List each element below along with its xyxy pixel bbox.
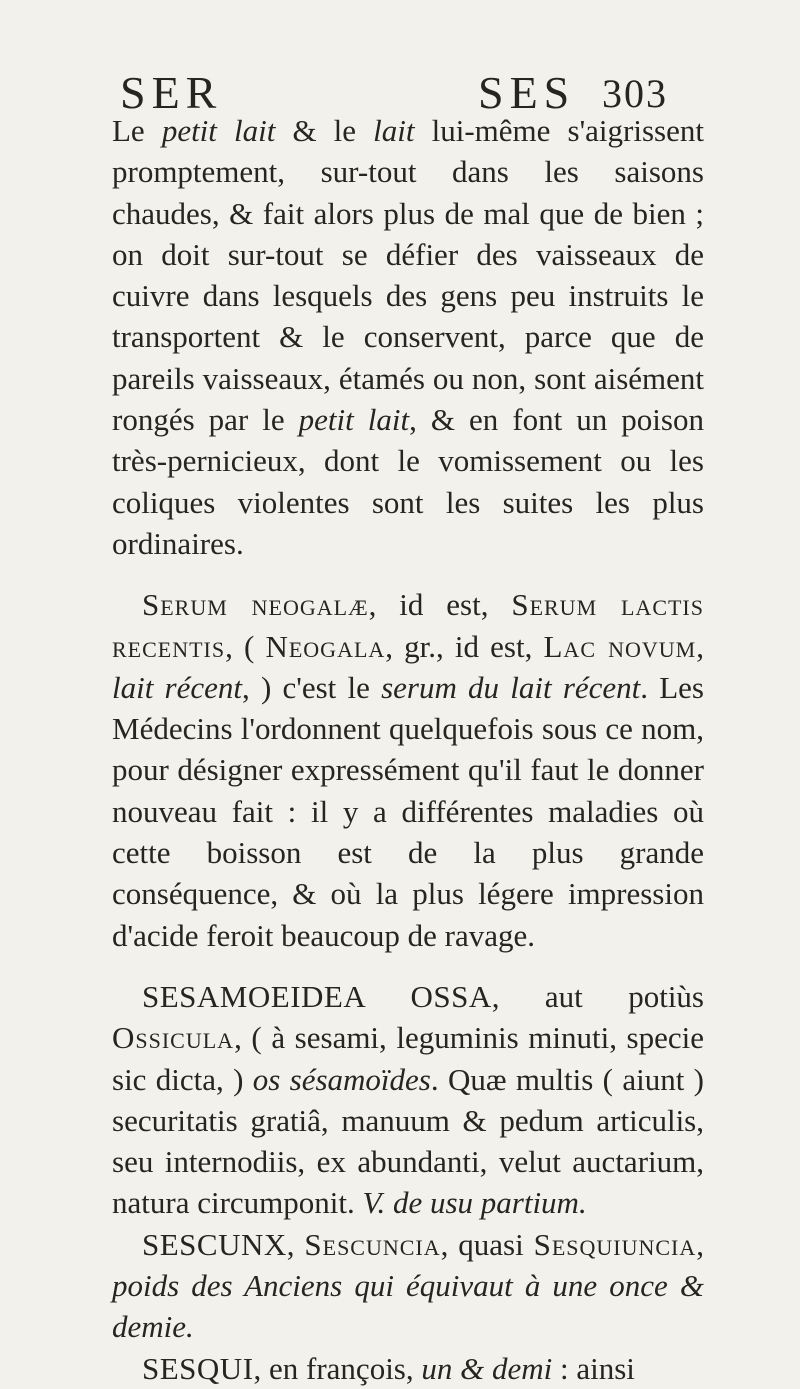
page-number: 303 [602, 71, 668, 116]
headword-variant: Sescuncia [304, 1226, 441, 1262]
italic-term: lait récent [112, 669, 243, 705]
italic-term: petit lait [298, 402, 410, 438]
headword: SESAMOEIDEA OSSA [142, 978, 492, 1014]
text-segment: , ( à sesami, leguminis minuti, specie sic dicta, ) [112, 1020, 704, 1097]
italic-term: serum du lait récent [381, 669, 641, 705]
text-segment: & le [275, 113, 374, 148]
headword: SESCUNX [142, 1226, 287, 1262]
headword: SESQUI [142, 1350, 254, 1386]
entry-sesamoeidea-ossa [112, 976, 704, 1224]
headword-variant: Lac novum [543, 628, 697, 664]
text-segment: , aut potiùs [491, 978, 704, 1014]
text-segment: . Quæ multis ( aiunt ) securitatis gratiâ, manuum & pedum articulis, seu internodiis, ex abundanti, velut auctarium, natura circumponit. [112, 1061, 704, 1221]
cross-reference: V. de usu partium. [362, 1185, 587, 1221]
text-segment: : ainsi [552, 1350, 635, 1386]
text-segment: , [696, 628, 704, 664]
running-head [112, 0, 704, 118]
entry-sesqui [112, 1348, 704, 1389]
text-segment: . Les Médecins l'ordonnent quelquefois sous ce nom, pour désigner expressément qu'il faut le donner nouveau fait : il y a différentes maladies où cette boisson est de la plus grande conséquence, & où la plus légere impression d'acide feroit beaucoup de ravage. [112, 669, 704, 953]
text-segment: lui-même s'aigrissent promptement, sur-tout dans les saisons chaudes, & fait alors plus de mal que de bien ; on doit sur-tout se défier des vaisseaux de cuivre dans lesquels des gens peu instruits le transportent & le conservent, parce que de pareils vaisseaux, étamés ou non, sont aisément rongés par le [112, 113, 704, 438]
headword-variant: Serum lactis recentis [112, 587, 704, 664]
text-segment: , [696, 1226, 705, 1262]
italic-term: petit lait [161, 113, 276, 148]
text-segment: , quasi [440, 1226, 534, 1262]
italic-term: os sésamoïdes [252, 1061, 431, 1097]
text-segment: , id est, [368, 587, 512, 623]
headword-variant: Neogala [265, 628, 386, 664]
text-segment: , en françois, [253, 1350, 422, 1386]
italic-term: un & demi [421, 1350, 553, 1386]
text-segment: , [286, 1226, 305, 1262]
entry-serum-neogalae [112, 584, 704, 956]
headword-variant: Ossicula [112, 1020, 235, 1056]
headword: Serum neogalæ [142, 587, 369, 623]
entry-petit-lait [112, 110, 704, 564]
text-segment: Le [112, 113, 162, 148]
text-segment: , ) c'est le [242, 669, 382, 705]
text-segment: , & en font un poison très-pernicieux, dont le vomissement ou les coliques violentes sont les suites les plus ordinaires. [112, 402, 704, 561]
text-segment: , gr., id est, [385, 628, 544, 664]
headword-variant: Sesquiuncia [533, 1226, 697, 1262]
entry-sescunx [112, 1224, 704, 1348]
italic-term: lait [373, 113, 415, 148]
text-segment: , ( [225, 628, 266, 664]
italic-definition: poids des Anciens qui équivaut à une once & demie. [112, 1268, 704, 1345]
running-head-middle: SES [478, 67, 576, 118]
running-head-left: SER [120, 67, 223, 118]
